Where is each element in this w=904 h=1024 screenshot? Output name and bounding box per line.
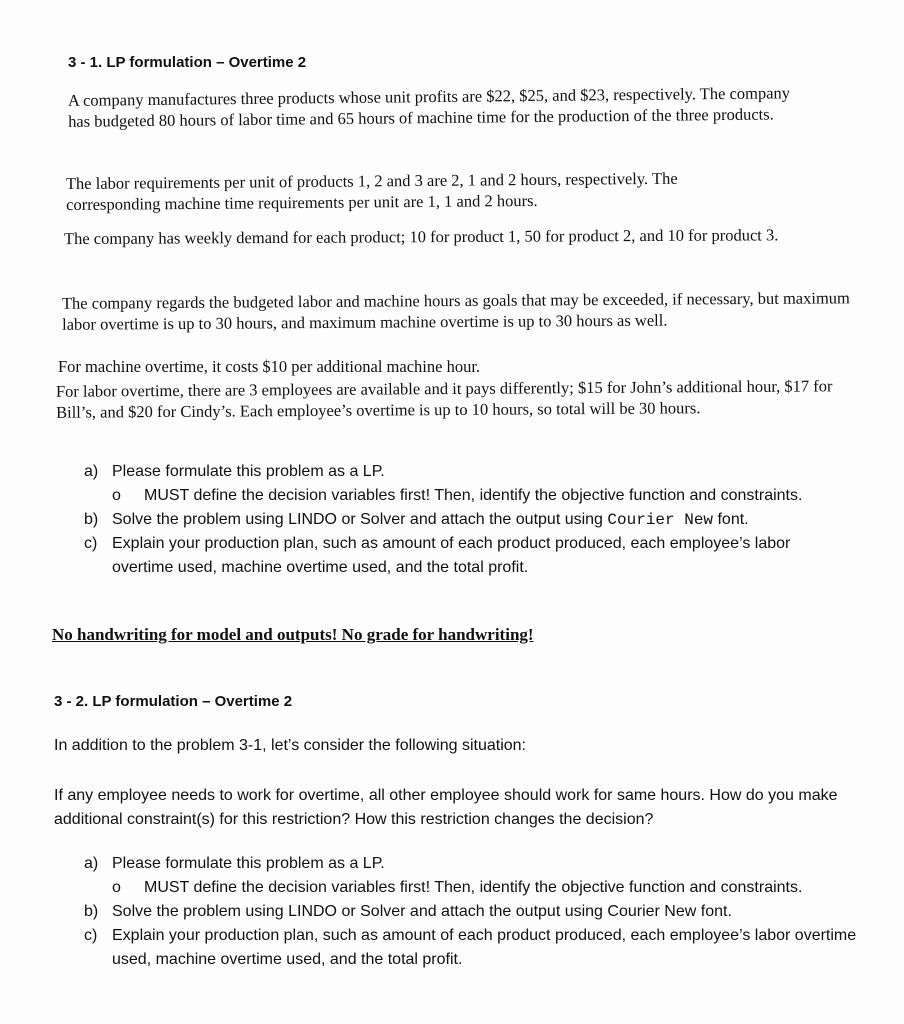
section2-intro: In addition to the problem 3-1, let’s consider the following situation: — [54, 737, 526, 754]
question-a-sub — [84, 876, 874, 900]
section2-situation: If any employee needs to work for overtime, all other employee should work for same hours. How do you make additional constraint(s) for this restriction? How this restriction changes the decision? — [54, 787, 838, 828]
paragraph-labor-overtime: For labor overtime, there are 3 employees are available and it pays differently; $15 for John’s additional hour, $17 for Bill’s, and $20 for Cindy’s. Each employee’s overtime is up to 10 hours, so total will be 30 hours. — [55, 376, 833, 422]
question-text: Solve the problem using LINDO or Solver and attach the output using — [112, 511, 603, 528]
marker: a) — [84, 855, 99, 872]
section1-heading: 3 - 1. LP formulation – Overtime 2 — [68, 54, 307, 71]
section1-question-list — [84, 460, 844, 580]
marker: b) — [84, 511, 99, 528]
marker: a) — [84, 463, 99, 480]
question-b — [84, 508, 844, 532]
question-text: Explain your production plan, such as amount of each product produced, each employee’s labor overtime used, machine overtime used, and the total profit. — [112, 535, 791, 576]
paragraph-goals: The company regards the budgeted labor and machine hours as goals that may be exceeded, if necessary, but maximum labor overtime is up to 30 hours, and maximum machine overtime is up to 30 hours as well. — [61, 288, 850, 334]
marker: b) — [84, 903, 99, 920]
paragraph-requirements: The labor requirements per unit of products 1, 2 and 3 are 2, 1 and 2 hours, respectively. The corresponding machine time requirements per unit are 1, 1 and 2 hours. — [65, 168, 678, 215]
paragraph-demand: The company has weekly demand for each product; 10 for product 1, 50 for product 2, and 10 for product 3. — [63, 225, 779, 249]
handwriting-notice: No handwriting for model and outputs! No grade for handwriting! — [52, 625, 534, 644]
bullet-icon: o — [112, 879, 121, 896]
question-b — [84, 900, 874, 924]
bullet-icon: o — [112, 487, 121, 504]
paragraph-machine-overtime: For machine overtime, it costs $10 per additional machine hour. — [58, 357, 481, 376]
question-text: MUST define the decision variables first! Then, identify the objective function and constraints. — [144, 879, 803, 896]
question-text: Solve the problem using LINDO or Solver and attach the output using Courier New font. — [112, 903, 732, 920]
question-c — [84, 532, 844, 580]
marker: c) — [84, 535, 98, 552]
question-text: Please formulate this problem as a LP. — [112, 463, 385, 480]
section2-question-list — [84, 852, 874, 972]
question-text: Explain your production plan, such as amount of each product produced, each employee’s labor overtime used, machine overtime used, and the total profit. — [112, 927, 857, 968]
paragraph-profits: A company manufactures three products whose unit profits are $22, $25, and $23, respectively. The company has budgeted 80 hours of labor time and 65 hours of machine time for the production of the three products. — [67, 83, 791, 131]
question-text: font. — [717, 511, 749, 528]
marker: c) — [84, 927, 98, 944]
question-a — [84, 852, 874, 876]
question-a-sub — [84, 484, 844, 508]
question-text: MUST define the decision variables first! Then, identify the objective function and constraints. — [144, 487, 803, 504]
question-text: Please formulate this problem as a LP. — [112, 855, 385, 872]
font-name: Courier New — [607, 511, 714, 529]
section2-heading: 3 - 2. LP formulation – Overtime 2 — [54, 693, 293, 710]
question-c — [84, 924, 874, 972]
question-a — [84, 460, 844, 484]
